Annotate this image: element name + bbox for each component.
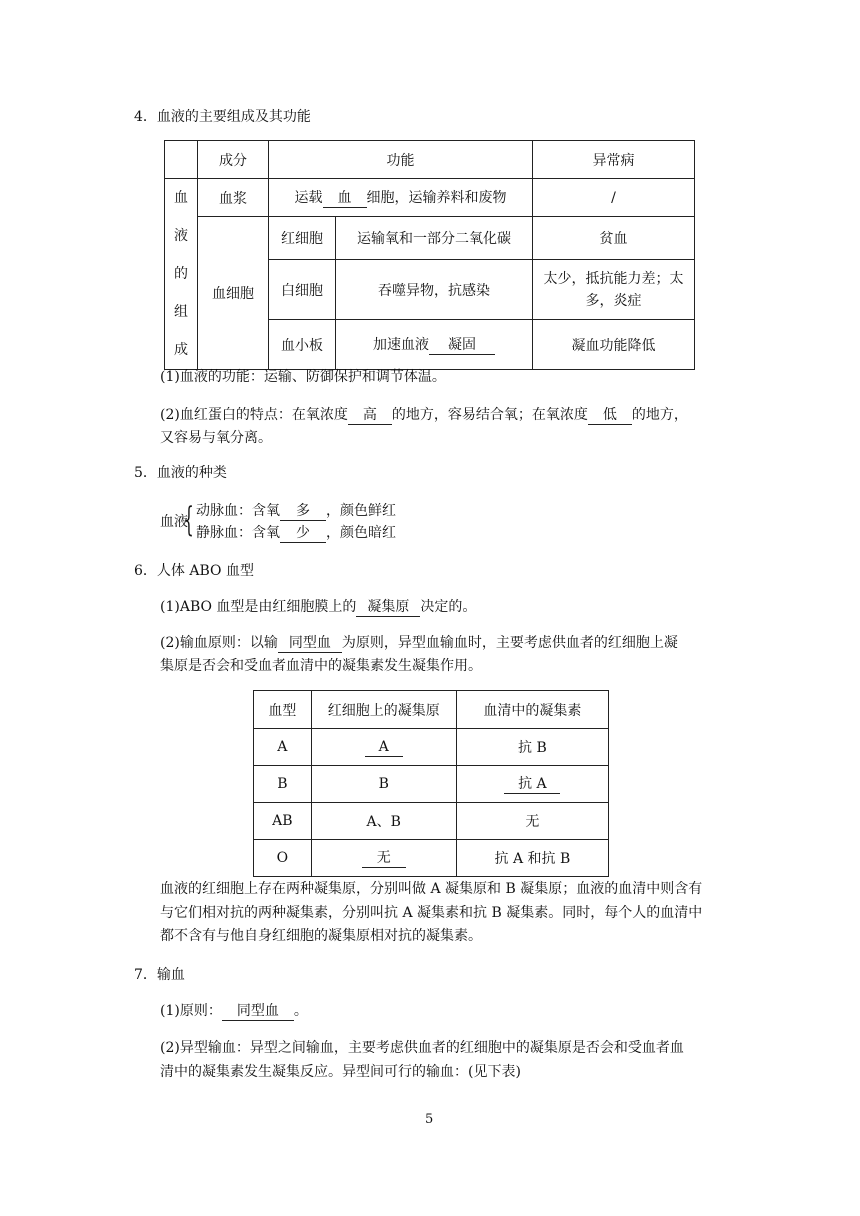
page-number: 5 bbox=[425, 1112, 434, 1127]
platelet-disease: 凝血功能降低 bbox=[533, 320, 695, 370]
abo-point-2-line-1: (2)输血原则：以输 同型血 为原则，异型血输血时，主要考虑供血者的红细胞上凝 bbox=[160, 635, 678, 651]
wbc-disease: 太少，抵抗能力差；太 多，炎症 bbox=[533, 260, 695, 320]
rbc-label: 红细胞 bbox=[269, 217, 336, 260]
platelet-function: 加速血液 凝固 bbox=[336, 320, 533, 370]
blank-more: 多 bbox=[280, 502, 326, 521]
rbc-disease: 贫血 bbox=[533, 217, 695, 260]
abo-explanation: 血液的红细胞上存在两种凝集原，分别叫做 A 凝集原和 B 凝集原；血液的血清中则含有 与它们相对抗的两种凝集素，分别叫抗 A 凝集素和抗 B 凝集素。同时，每个人的血清中 都不含有与他自身红细胞的凝集原相对抗的凝集素。 bbox=[160, 881, 703, 944]
blank-less: 少 bbox=[280, 524, 326, 543]
brace-symbol: { bbox=[183, 500, 194, 540]
blood-cells-label: 血细胞 bbox=[198, 217, 269, 370]
blank-agglutinogen: 凝集原 bbox=[356, 598, 420, 617]
table-row: AB A、B 无 bbox=[254, 803, 609, 840]
abo-header-agglutinin: 血清中的凝集素 bbox=[456, 691, 608, 729]
heterotype-transfusion: (2)异型输血：异型之间输血，主要考虑供血者的红细胞中的凝集原是否会和受血者血 清中的凝集素发生凝集反应。异型间可行的输血：(见下表) bbox=[160, 1040, 684, 1080]
blank-high: 高 bbox=[348, 406, 392, 425]
table-row: A A 抗 B bbox=[254, 729, 609, 766]
wbc-function: 吞噬异物，抗感染 bbox=[336, 260, 533, 320]
venous-line: 静脉血：含氧 少 ，颜色暗红 bbox=[196, 525, 396, 541]
blank-low: 低 bbox=[588, 406, 632, 425]
section-6-title: 6．人体 ABO 血型 bbox=[134, 563, 254, 579]
blank-same-type-2: 同型血 bbox=[222, 1002, 294, 1021]
blank-anti-a: 抗 A bbox=[504, 775, 560, 794]
blood-composition-table bbox=[164, 140, 695, 370]
note-1: (1)血液的功能：运输、防御保护和调节体温。 bbox=[160, 369, 446, 385]
blank-none: 无 bbox=[362, 849, 406, 868]
wbc-label: 白细胞 bbox=[269, 260, 336, 320]
section-4-title: 4．血液的主要组成及其功能 bbox=[134, 109, 311, 125]
platelet-label: 血小板 bbox=[269, 320, 336, 370]
note-2-line-1: (2)血红蛋白的特点：在氧浓度 高 的地方，容易结合氧；在氧浓度 低 的地方， bbox=[160, 407, 688, 423]
abo-table bbox=[253, 690, 609, 877]
transfusion-principle: (1)原则： 同型血 。 bbox=[160, 1003, 308, 1019]
note-2-line-2: 又容易与氧分离。 bbox=[160, 430, 272, 446]
abo-point-2-line-2: 集原是否会和受血者血清中的凝集素发生凝集作用。 bbox=[160, 658, 482, 674]
header-function: 功能 bbox=[269, 141, 533, 179]
plasma-disease: / bbox=[533, 179, 695, 217]
abo-point-1: (1)ABO 血型是由红细胞膜上的 凝集原 决定的。 bbox=[160, 599, 477, 615]
arterial-line: 动脉血：含氧 多 ，颜色鲜红 bbox=[196, 503, 396, 519]
platelet-blank: 凝固 bbox=[429, 336, 495, 355]
plasma-label: 血浆 bbox=[198, 179, 269, 217]
header-component: 成分 bbox=[198, 141, 269, 179]
table-row: O 无 抗 A 和抗 B bbox=[254, 840, 609, 877]
blank-same-type: 同型血 bbox=[278, 634, 342, 653]
section-7-title: 7．输血 bbox=[134, 967, 185, 983]
plasma-function: 运载 血 细胞，运输养料和废物 bbox=[269, 179, 533, 217]
abo-header-agglutinogen: 红细胞上的凝集原 bbox=[311, 691, 456, 729]
rbc-function: 运输氧和一部分二氧化碳 bbox=[336, 217, 533, 260]
abo-header-type: 血型 bbox=[254, 691, 312, 729]
blank-a: A bbox=[365, 738, 403, 757]
blood-label: 血液 bbox=[160, 514, 188, 530]
section-5-title: 5．血液的种类 bbox=[134, 465, 227, 481]
plasma-blank: 血 bbox=[323, 189, 367, 208]
corner-cell bbox=[165, 141, 198, 179]
table-row: B B 抗 A bbox=[254, 766, 609, 803]
side-label: 血 液 的 组 成 bbox=[165, 179, 198, 370]
header-disease: 异常病 bbox=[533, 141, 695, 179]
